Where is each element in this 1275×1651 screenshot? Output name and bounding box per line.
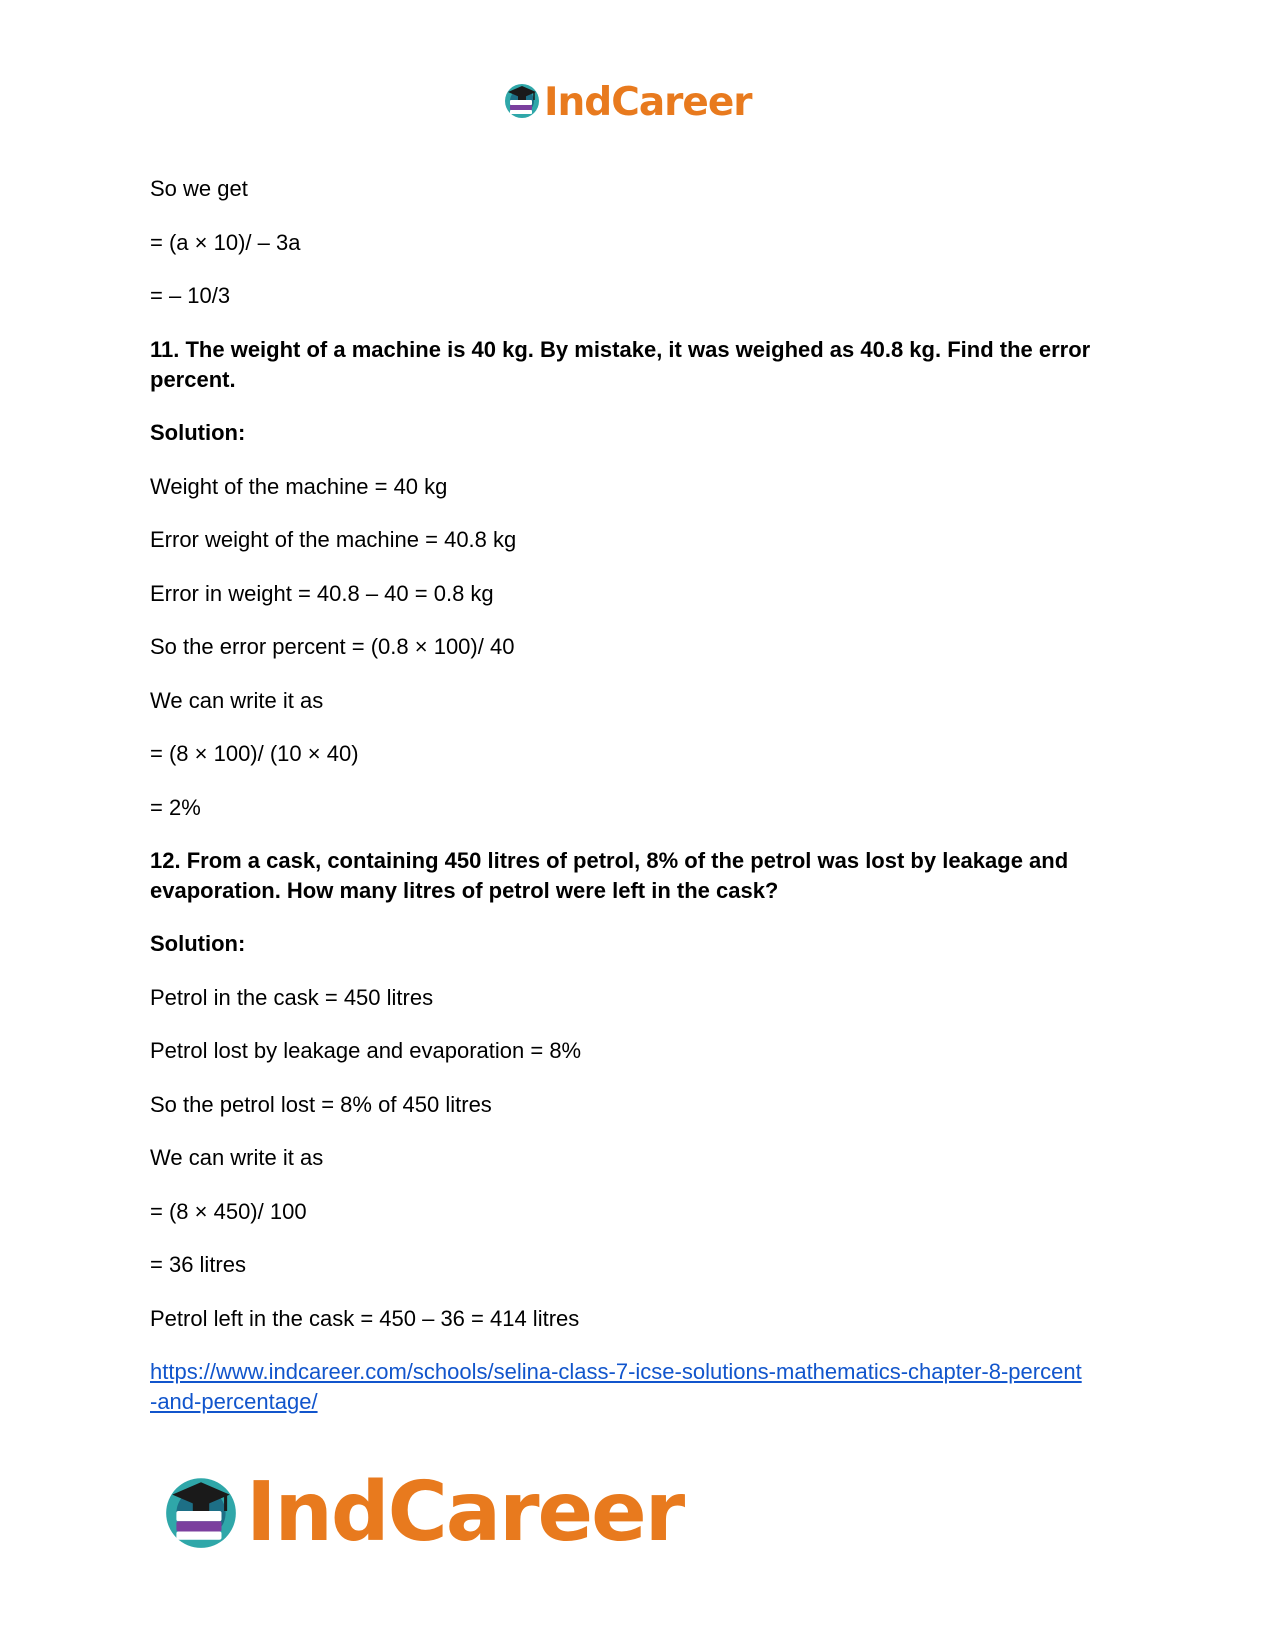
text-line: Petrol in the cask = 450 litres — [150, 985, 434, 1010]
graduation-cap-book-globe-icon — [502, 80, 542, 125]
text-line: Petrol left in the cask = 450 – 36 = 414 litres — [150, 1306, 580, 1331]
source-link[interactable] — [150, 1357, 1130, 1417]
text-line: = (a × 10)/ – 3a — [150, 230, 301, 255]
text-line: = (8 × 450)/ 100 — [150, 1199, 307, 1224]
brand-name: IndCareer — [246, 1465, 684, 1560]
text-line: = (8 × 100)/ (10 × 40) — [150, 741, 359, 766]
source-link-line-2: -and-percentage/ — [150, 1389, 318, 1414]
graduation-cap-book-globe-icon — [160, 1470, 242, 1557]
text-line: So the petrol lost = 8% of 450 litres — [150, 1092, 492, 1117]
source-link-line-1: https://www.indcareer.com/schools/selina-class-7-icse-solutions-mathematics-chapter-8-percent — [150, 1359, 1082, 1384]
brand-name: IndCareer — [544, 79, 752, 125]
text-line: We can write it as — [150, 1145, 324, 1170]
footer-logo — [160, 1465, 684, 1560]
text-line: Petrol lost by leakage and evaporation = 8% — [150, 1038, 582, 1063]
text-line: So the error percent = (0.8 × 100)/ 40 — [150, 634, 515, 659]
question-11: 11. The weight of a machine is 40 kg. By mistake, it was weighed as 40.8 kg. Find the error percent. — [150, 337, 1091, 392]
solution-label: Solution: — [150, 931, 246, 956]
text-line: Weight of the machine = 40 kg — [150, 474, 448, 499]
text-line: = 36 litres — [150, 1252, 246, 1277]
header-logo — [502, 78, 752, 126]
document-body — [150, 174, 1130, 1417]
question-12: 12. From a cask, containing 450 litres of petrol, 8% of the petrol was lost by leakage and evaporation. How many litres of petrol were left in the cask? — [150, 848, 1069, 903]
text-line: = – 10/3 — [150, 283, 231, 308]
solution-label: Solution: — [150, 420, 246, 445]
text-line: Error in weight = 40.8 – 40 = 0.8 kg — [150, 581, 494, 606]
text-line: = 2% — [150, 795, 201, 820]
text-line: We can write it as — [150, 688, 324, 713]
text-line: Error weight of the machine = 40.8 kg — [150, 527, 517, 552]
text-line: So we get — [150, 176, 248, 201]
